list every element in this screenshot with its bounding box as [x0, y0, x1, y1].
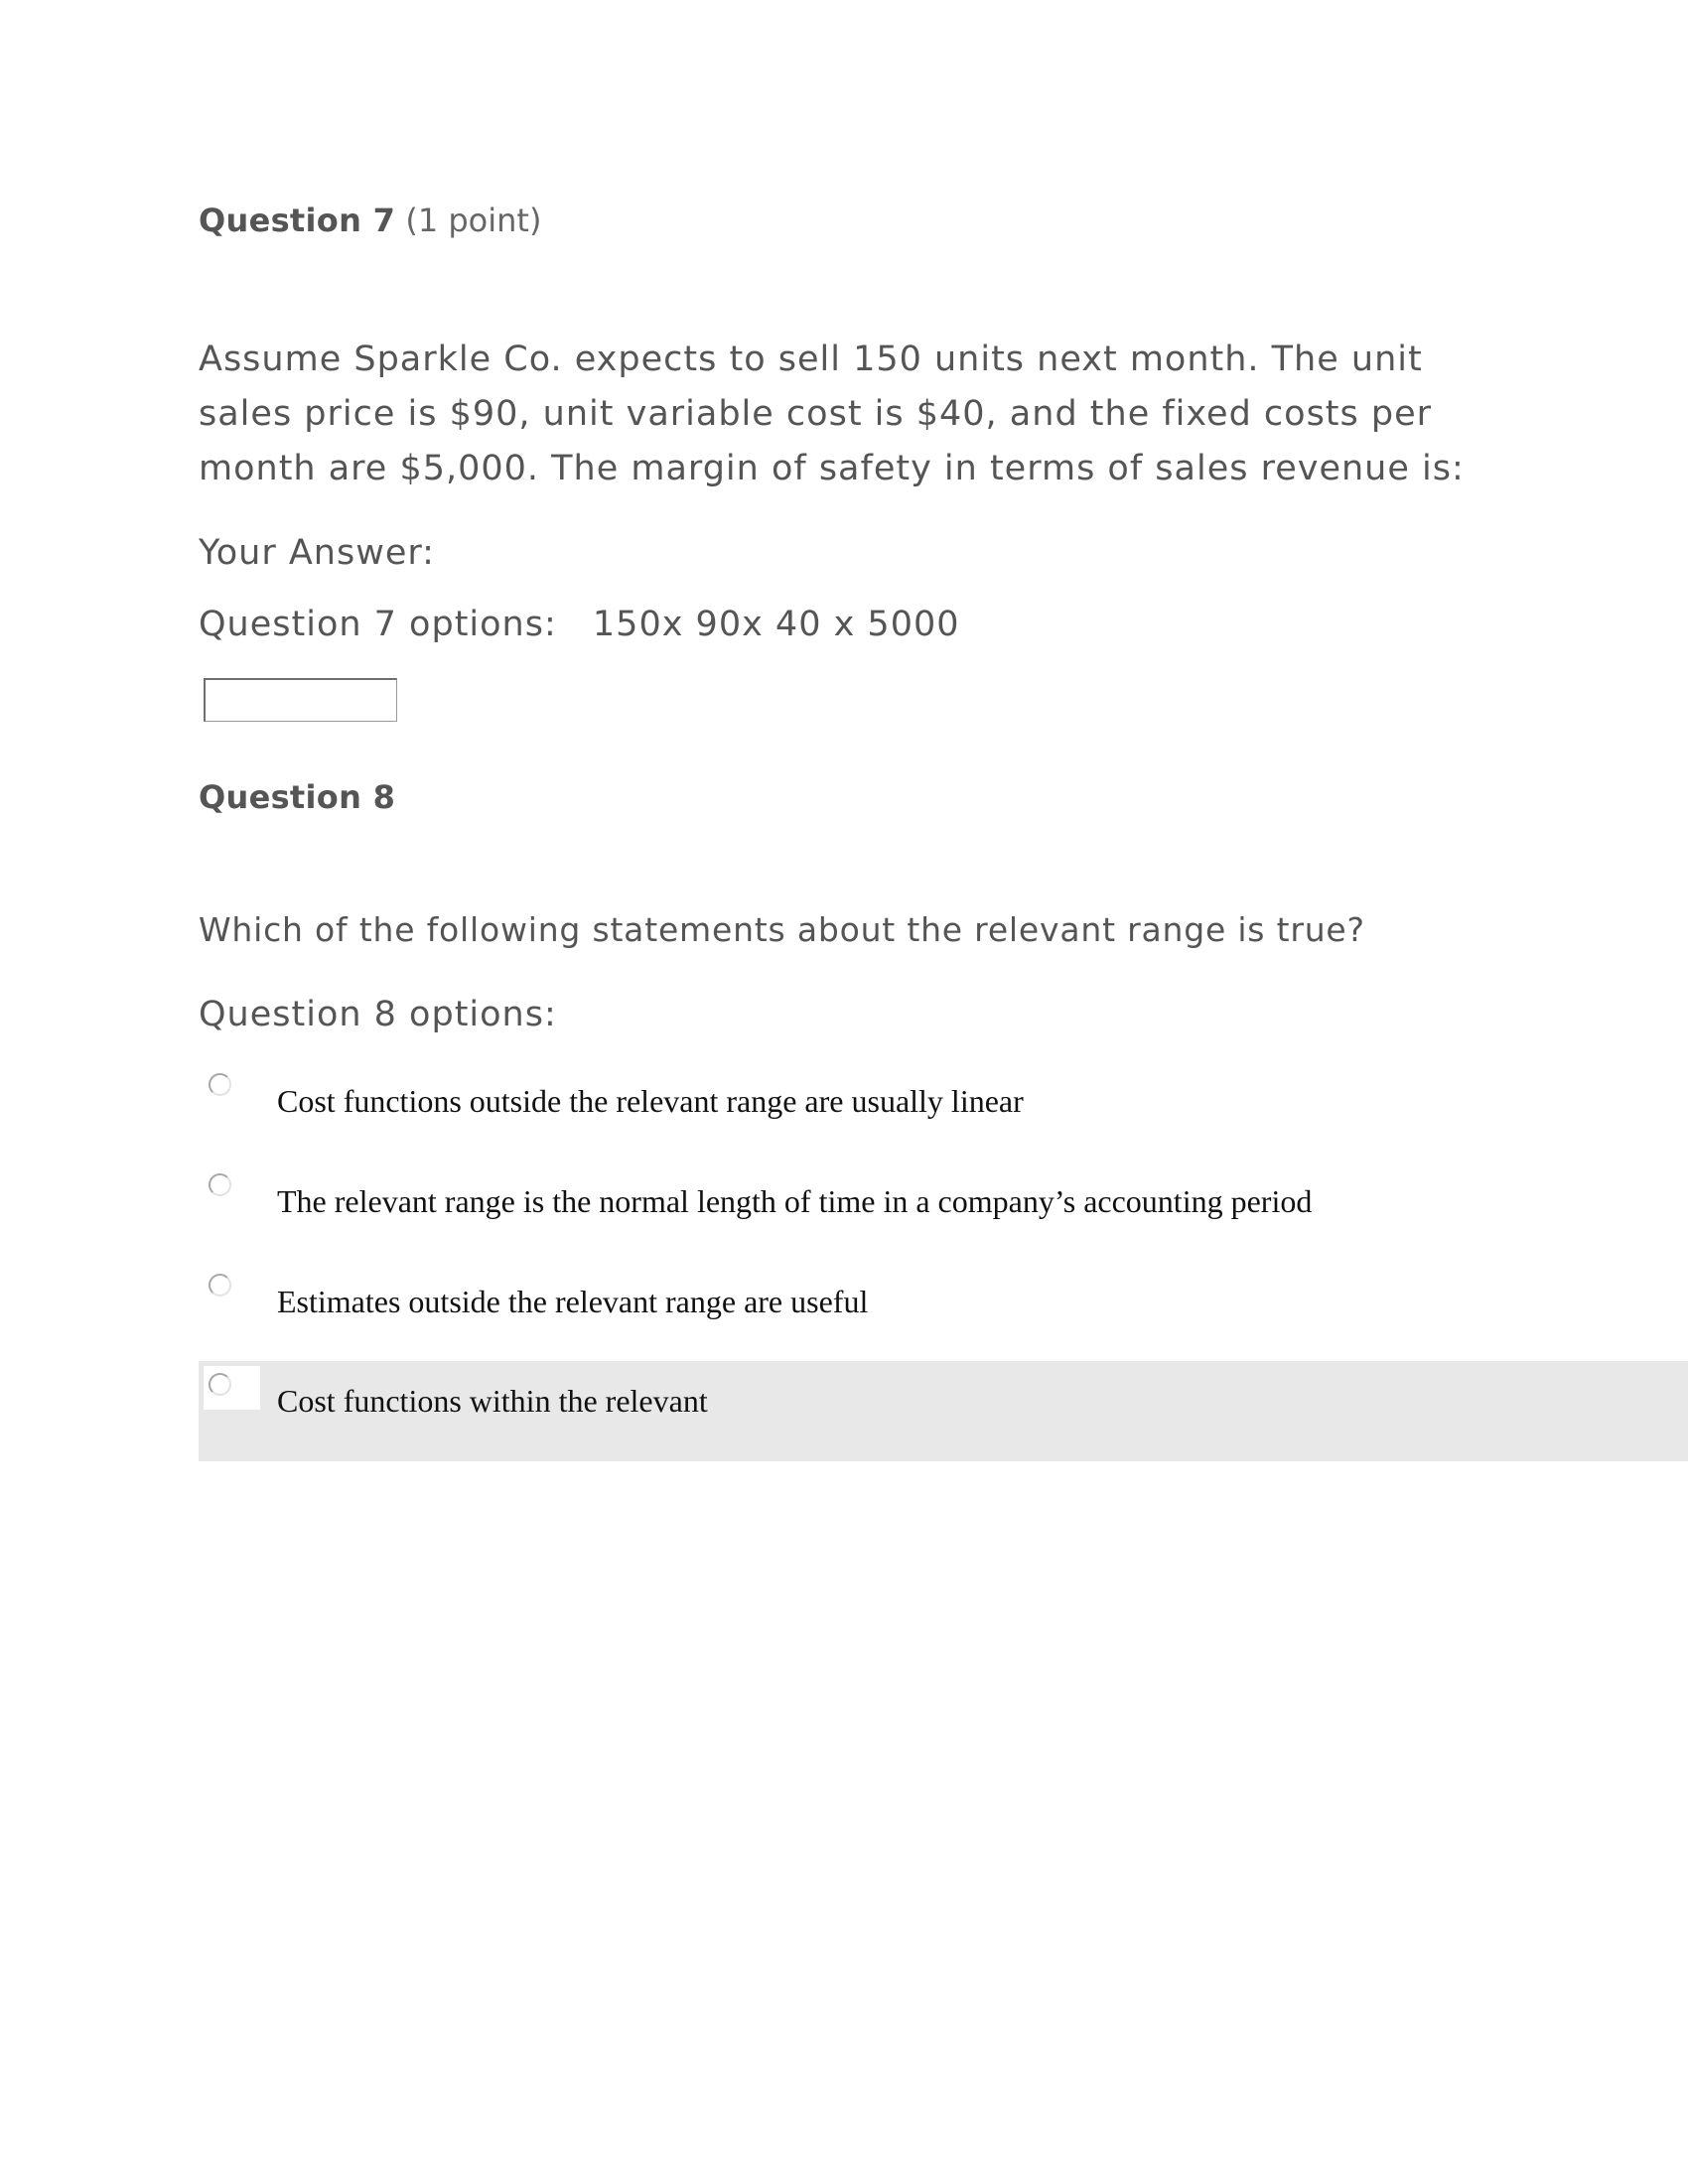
option-label: Cost functions outside the relevant range are usually linear [277, 1083, 1024, 1119]
question-8-options-label: Question 8 options: [199, 995, 557, 1034]
question-7-options-label: Question 7 options: [199, 605, 557, 644]
radio-button[interactable] [209, 1073, 231, 1096]
question-8-option-4[interactable] [199, 1361, 1688, 1461]
radio-button[interactable] [209, 1173, 231, 1196]
question-8-option-1[interactable] [199, 1061, 1688, 1161]
question-8-text: Which of the following statements about the relevant range is true? [199, 910, 1365, 949]
question-7-options-row [199, 605, 960, 644]
your-answer-label: Your Answer: [199, 533, 435, 573]
question-7-header [199, 202, 541, 239]
radio-focus-box[interactable] [204, 1366, 260, 1410]
option-label: The relevant range is the normal length of time in a company’s accounting period [277, 1183, 1313, 1219]
radio-button[interactable] [209, 1373, 231, 1396]
question-7-points: (1 point) [405, 202, 542, 239]
option-label: Cost functions within the relevant [277, 1383, 708, 1419]
question-7-answer-input[interactable] [204, 678, 397, 722]
question-8-title: Question 8 [199, 778, 396, 816]
question-7-title: Question 7 [199, 202, 396, 239]
question-7-text: Assume Sparkle Co. expects to sell 150 units next month. The unit sales price is $90, unit variable cost is $40, and the fixed costs per month are $5,000. The margin of safety in terms of sales revenue is: [199, 340, 1465, 488]
radio-button[interactable] [209, 1274, 231, 1297]
question-8-option-3[interactable] [199, 1262, 1688, 1362]
question-7-answer-text: 150x 90x 40 x 5000 [592, 605, 960, 644]
option-label: Estimates outside the relevant range are useful [277, 1284, 869, 1319]
question-8-option-2[interactable] [199, 1161, 1688, 1262]
question-8-header [199, 778, 395, 816]
